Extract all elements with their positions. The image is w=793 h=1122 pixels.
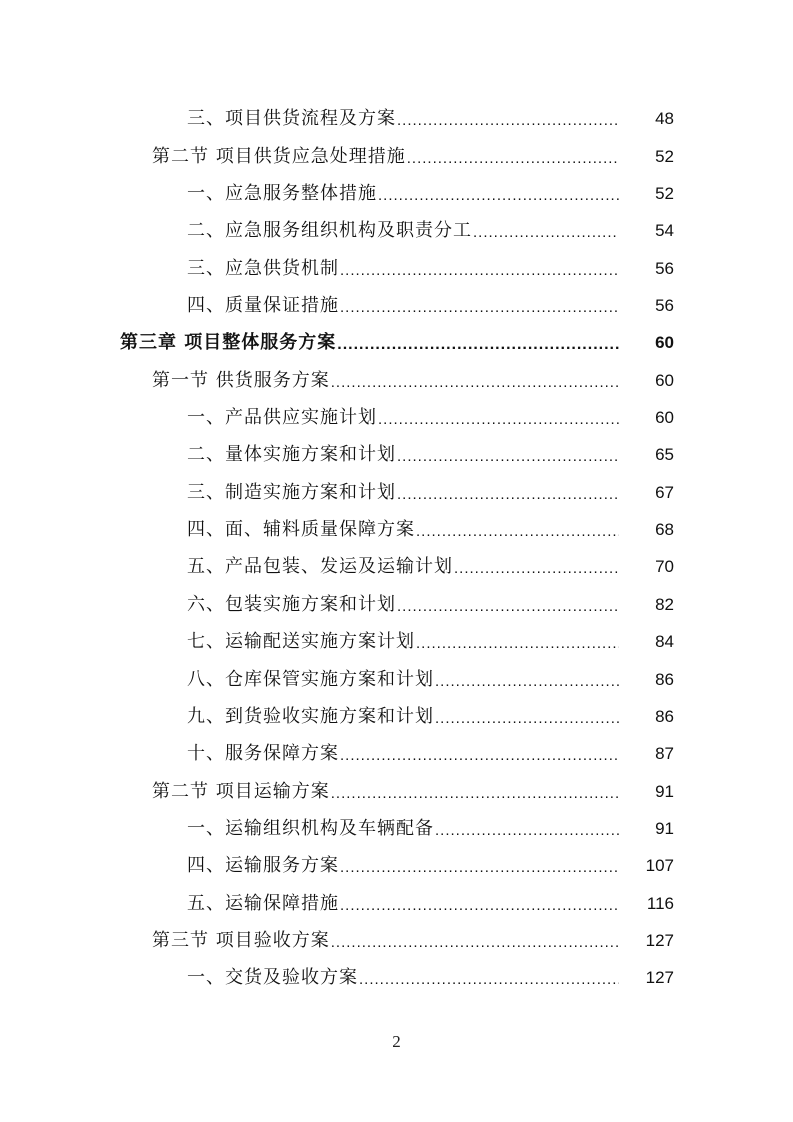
toc-entry-page-number: 70 — [655, 557, 674, 577]
toc-dot-leader — [340, 897, 619, 915]
toc-dot-leader — [340, 747, 619, 765]
toc-dot-leader — [340, 299, 619, 317]
toc-subsection-entry[interactable] — [0, 660, 793, 697]
toc-dot-leader — [397, 486, 619, 504]
toc-subsection-entry[interactable] — [0, 698, 793, 735]
toc-entry-page-number: 67 — [655, 482, 674, 502]
toc-subsection-entry[interactable] — [0, 847, 793, 884]
toc-entry-title: 第二节 项目运输方案 — [152, 780, 330, 802]
toc-subsection-entry[interactable] — [0, 212, 793, 249]
toc-entry-title: 五、运输保障措施 — [187, 892, 339, 914]
toc-dot-leader — [435, 822, 619, 840]
toc-entry-title: 四、质量保证措施 — [187, 295, 339, 317]
toc-entry-title: 第一节 供货服务方案 — [152, 369, 330, 391]
toc-entry-page-number: 52 — [655, 146, 674, 166]
toc-subsection-entry[interactable] — [0, 735, 793, 772]
toc-subsection-entry[interactable] — [0, 959, 793, 996]
toc-dot-leader — [331, 785, 619, 803]
toc-dot-leader — [454, 560, 619, 578]
toc-chapter-entry[interactable] — [0, 324, 793, 361]
toc-subsection-entry[interactable] — [0, 175, 793, 212]
toc-dot-leader — [407, 150, 619, 168]
toc-entry-title: 三、项目供货流程及方案 — [187, 108, 396, 130]
toc-subsection-entry[interactable] — [0, 585, 793, 622]
toc-section-entry[interactable] — [0, 361, 793, 398]
toc-section-entry[interactable] — [0, 922, 793, 959]
toc-subsection-entry[interactable] — [0, 287, 793, 324]
toc-dot-leader — [340, 859, 619, 877]
toc-entry-title: 一、应急服务整体措施 — [187, 183, 377, 205]
toc-dot-leader — [378, 187, 619, 205]
toc-dot-leader — [331, 934, 619, 952]
toc-dot-leader — [416, 523, 619, 541]
toc-entry-title: 三、应急供货机制 — [187, 257, 339, 279]
toc-entry-page-number: 60 — [655, 408, 674, 428]
toc-entry-title: 三、制造实施方案和计划 — [187, 481, 396, 503]
toc-entry-page-number: 60 — [655, 370, 674, 390]
toc-entry-title: 四、运输服务方案 — [187, 855, 339, 877]
toc-entry-title: 二、量体实施方案和计划 — [187, 444, 396, 466]
toc-entry-title: 第三章 项目整体服务方案 — [120, 332, 337, 354]
toc-entry-page-number: 127 — [645, 930, 674, 950]
toc-dot-leader — [397, 448, 619, 466]
toc-entry-page-number: 65 — [655, 445, 674, 465]
toc-entry-title: 九、到货验收实施方案和计划 — [187, 705, 434, 727]
toc-entry-title: 十、服务保障方案 — [187, 743, 339, 765]
toc-entry-title: 第二节 项目供货应急处理措施 — [152, 145, 406, 167]
toc-dot-leader — [378, 411, 619, 429]
toc-subsection-entry[interactable] — [0, 436, 793, 473]
toc-dot-leader — [340, 262, 619, 280]
toc-subsection-entry[interactable] — [0, 249, 793, 286]
table-of-contents — [0, 100, 793, 996]
toc-subsection-entry[interactable] — [0, 623, 793, 660]
toc-entry-page-number: 56 — [655, 296, 674, 316]
toc-subsection-entry[interactable] — [0, 511, 793, 548]
toc-entry-page-number: 91 — [655, 818, 674, 838]
toc-dot-leader — [337, 336, 619, 354]
toc-entry-page-number: 56 — [655, 258, 674, 278]
toc-subsection-entry[interactable] — [0, 548, 793, 585]
toc-entry-page-number: 68 — [655, 520, 674, 540]
toc-entry-page-number: 54 — [655, 221, 674, 241]
toc-entry-page-number: 91 — [655, 781, 674, 801]
toc-entry-page-number: 107 — [645, 856, 674, 876]
toc-entry-page-number: 86 — [655, 669, 674, 689]
toc-entry-title: 第三节 项目验收方案 — [152, 929, 330, 951]
toc-subsection-entry[interactable] — [0, 810, 793, 847]
page-number: 2 — [392, 1032, 401, 1051]
toc-entry-page-number: 116 — [646, 893, 674, 913]
toc-entry-page-number: 60 — [655, 333, 674, 353]
toc-subsection-entry[interactable] — [0, 473, 793, 510]
toc-dot-leader — [397, 598, 619, 616]
toc-entry-page-number: 86 — [655, 706, 674, 726]
toc-entry-page-number: 87 — [655, 744, 674, 764]
toc-section-entry[interactable] — [0, 772, 793, 809]
toc-entry-page-number: 127 — [645, 968, 674, 988]
toc-entry-title: 七、运输配送实施方案计划 — [187, 631, 415, 653]
toc-entry-title: 一、产品供应实施计划 — [187, 407, 377, 429]
toc-entry-title: 六、包装实施方案和计划 — [187, 593, 396, 615]
toc-entry-title: 八、仓库保管实施方案和计划 — [187, 668, 434, 690]
toc-dot-leader — [435, 673, 619, 691]
toc-dot-leader — [435, 710, 619, 728]
toc-entry-page-number: 82 — [655, 594, 674, 614]
toc-subsection-entry[interactable] — [0, 399, 793, 436]
toc-subsection-entry[interactable] — [0, 884, 793, 921]
toc-dot-leader — [397, 112, 619, 130]
toc-entry-page-number: 48 — [655, 109, 674, 129]
toc-entry-page-number: 52 — [655, 184, 674, 204]
toc-entry-page-number: 84 — [655, 632, 674, 652]
toc-entry-title: 四、面、辅料质量保障方案 — [187, 519, 415, 541]
toc-dot-leader — [473, 224, 619, 242]
toc-dot-leader — [359, 971, 619, 989]
toc-entry-title: 二、应急服务组织机构及职责分工 — [187, 220, 472, 242]
toc-subsection-entry[interactable] — [0, 100, 793, 137]
toc-dot-leader — [331, 374, 619, 392]
toc-section-entry[interactable] — [0, 137, 793, 174]
toc-entry-title: 一、交货及验收方案 — [187, 967, 358, 989]
toc-dot-leader — [416, 635, 619, 653]
toc-entry-title: 五、产品包装、发运及运输计划 — [187, 556, 453, 578]
toc-entry-title: 一、运输组织机构及车辆配备 — [187, 817, 434, 839]
